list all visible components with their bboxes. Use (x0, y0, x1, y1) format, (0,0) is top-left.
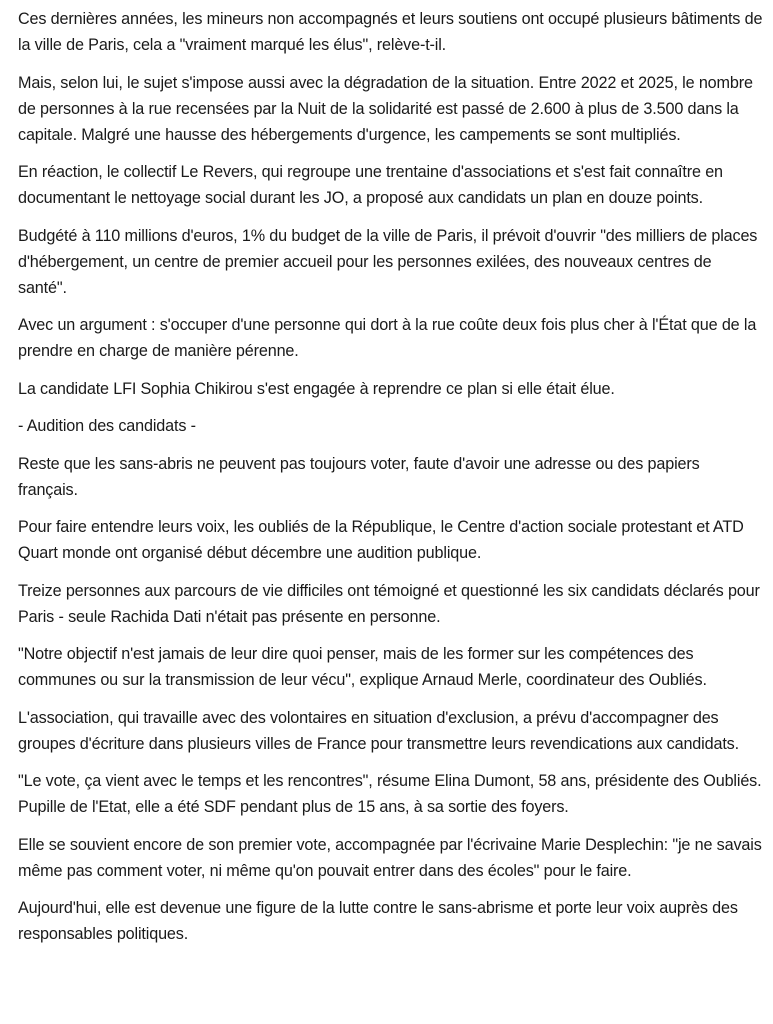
paragraph: "Le vote, ça vient avec le temps et les rencontres", résume Elina Dumont, 58 ans, présidente des Oubliés. Pupille de l'Etat, elle a été SDF pendant plus de 15 ans, à sa sortie des foyers. (18, 772, 762, 816)
paragraph: En réaction, le collectif Le Revers, qui regroupe une trentaine d'associations et s'est fait connaître en documentant le nettoyage social durant les JO, a proposé aux candidats un plan en douze points. (18, 163, 723, 207)
paragraph: Mais, selon lui, le sujet s'impose aussi avec la dégradation de la situation. Entre 2022 et 2025, le nombre de personnes à la rue recensées par la Nuit de la solidarité est passé de 2.600 à plus de 3.500 dans la capitale. Malgré une hausse des hébergements d'urgence, les campements se sont multipliés. (18, 73, 753, 144)
paragraph: "Notre objectif n'est jamais de leur dire quoi penser, mais de les former sur les compétences des communes ou sur la transmission de leur vécu", explique Arnaud Merle, coordinateur des Oubliés. (18, 645, 707, 689)
paragraph: Ces dernières années, les mineurs non accompagnés et leurs soutiens ont occupé plusieurs bâtiments de la ville de Paris, cela a "vraiment marqué les élus", relève-t-il. (18, 10, 763, 54)
paragraph: Aujourd'hui, elle est devenue une figure de la lutte contre le sans-abrisme et porte leur voix auprès des responsables politiques. (18, 899, 738, 943)
paragraph: Reste que les sans-abris ne peuvent pas toujours voter, faute d'avoir une adresse ou des papiers français. (18, 454, 700, 499)
paragraph: Avec un argument : s'occuper d'une personne qui dort à la rue coûte deux fois plus cher à l'État que de la prendre en charge de manière pérenne. (18, 316, 757, 360)
paragraph: Budgété à 110 millions d'euros, 1% du budget de la ville de Paris, il prévoit d'ouvrir "des milliers de places d'hébergement, un centre de premier accueil pour les personnes exilées, des nouveaux centres de santé". (18, 226, 758, 297)
paragraph: Pour faire entendre leurs voix, les oubliés de la République, le Centre d'action sociale protestant et ATD Quart monde ont organisé début décembre une audition publique. (18, 518, 744, 562)
paragraph: Elle se souvient encore de son premier vote, accompagnée par l'écrivaine Marie Desplechin: "je ne savais même pas comment voter, ni même qu'on pouvait entrer dans des écoles" pour le faire. (18, 835, 762, 880)
paragraph: L'association, qui travaille avec des volontaires en situation d'exclusion, a prévu d'accompagner des groupes d'écriture dans plusieurs villes de France pour transmettre leurs revendications aux candidats. (18, 708, 739, 753)
article-body (18, 6, 763, 959)
paragraph: Treize personnes aux parcours de vie difficiles ont témoigné et questionné les six candidats déclarés pour Paris - seule Rachida Dati n'était pas présente en personne. (18, 581, 760, 626)
paragraph: La candidate LFI Sophia Chikirou s'est engagée à reprendre ce plan si elle était élue. (18, 379, 615, 398)
section-heading: - Audition des candidats - (18, 417, 196, 435)
